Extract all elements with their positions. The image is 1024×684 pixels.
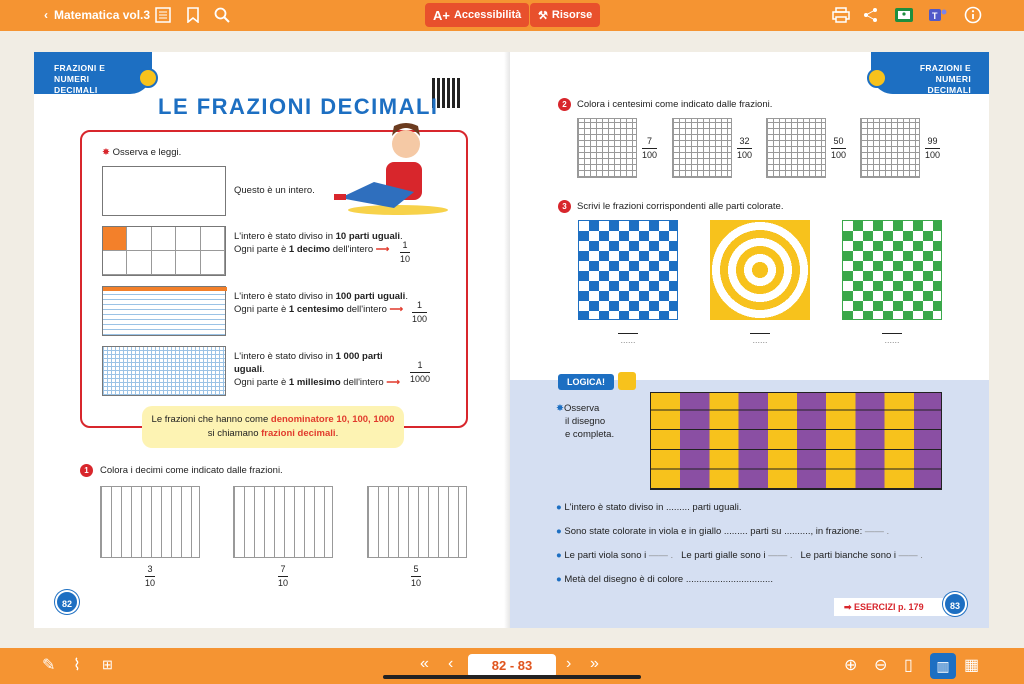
structure-icon[interactable]: ⊞ [102, 657, 113, 672]
chevron-left-icon: ‹ [44, 8, 48, 22]
attachment-icon[interactable]: ⌇ [73, 657, 81, 674]
hund-text-2a: Ogni parte è [234, 304, 289, 315]
star-icon: ✸ [556, 403, 564, 414]
tenths-text-1b: 10 parti uguali [335, 231, 401, 242]
hundredths-square-1[interactable] [577, 118, 637, 178]
exercise-3-text: Scrivi le frazioni corrispondenti alle parti colorate. [577, 201, 784, 212]
logica-bullet-1 [556, 501, 976, 514]
blue-pattern [578, 220, 678, 320]
tenths-strip-1[interactable] [100, 486, 200, 558]
rule-text-d: frazioni decimali [261, 428, 336, 439]
bullet-3b-text: Le parti gialle sono i [681, 550, 766, 561]
plus-badge-icon [867, 68, 887, 88]
tenths-fraction [400, 240, 410, 265]
fraction-numerator: 7 [647, 136, 653, 146]
ex2-fraction-2 [737, 136, 752, 161]
fraction-numerator: 99 [927, 136, 938, 146]
fraction-denominator: 100 [642, 150, 658, 160]
tenths-strip-3[interactable] [367, 486, 467, 558]
thou-text-2c: dell'intero [340, 377, 384, 388]
fraction-numerator: 5 [413, 564, 419, 574]
bullet-3c-text: Le parti bianche sono i [800, 550, 897, 561]
chapter-tag-text: FRAZIONI E NUMERI DECIMALI [919, 63, 971, 95]
rule-text-a: Le frazioni che hanno come [151, 414, 271, 425]
arrow-icon: ➡ [844, 602, 855, 612]
bullet-2-text: Sono state colorate in viola e in giallo ......... parti su .........., in frazione: [564, 526, 863, 537]
single-page-icon[interactable]: ▯ [904, 657, 913, 674]
page-indicator[interactable]: 82 - 83 [468, 654, 556, 678]
book-spread [34, 52, 989, 628]
tenths-caption [234, 230, 414, 256]
observe-instruction [102, 146, 181, 159]
next-page-icon[interactable]: › [566, 655, 572, 672]
logica-bullet-2: ● Sono state colorate in viola e in giallo ......... parti su .........., in frazione: —— . [556, 526, 890, 537]
whole-caption: Questo è un intero. [234, 185, 315, 196]
thousandths-caption [234, 350, 414, 389]
ex2-fraction-4 [925, 136, 940, 161]
bullet-3a-text: Le parti viola sono i [564, 550, 647, 561]
zoom-in-icon[interactable]: ⊕ [844, 657, 858, 674]
thou-text-2a: Ogni parte è [234, 377, 289, 388]
home-indicator [383, 675, 641, 679]
ex1-fraction-3 [411, 564, 421, 589]
thou-text-2b: 1 millesimo [288, 377, 341, 388]
bullet-1-text: L'intero è stato diviso in ......... parti uguali. [564, 502, 742, 513]
thousandths-grid [102, 346, 226, 396]
esercizi-link[interactable] [834, 598, 950, 616]
ex1-fraction-1 [145, 564, 155, 589]
green-pattern [842, 220, 942, 320]
fraction-numerator: 1 [417, 360, 423, 370]
ex1-fraction-2 [278, 564, 288, 589]
page-number-left: 82 [55, 590, 79, 614]
toc-icon[interactable] [154, 6, 172, 24]
thou-text-1c: . [261, 364, 265, 375]
answer-blank-2[interactable]: ...... [750, 332, 770, 346]
logica-instructions [556, 402, 636, 441]
hund-text-2b: 1 centesimo [288, 304, 344, 315]
star-icon: ✸ [102, 147, 113, 158]
hund-text-1a: L'intero è stato diviso in [234, 291, 336, 302]
answer-blank-3[interactable]: ...... [882, 332, 902, 346]
bullet-4-text: Metà del disegno è di colore ................................. [564, 574, 773, 585]
thou-text-1a: L'intero è stato diviso in [234, 351, 336, 362]
puzzle-icon [618, 372, 636, 390]
tenths-text-2c: dell'intero [330, 244, 374, 255]
fraction-denominator: 10 [400, 254, 411, 264]
tenths-strip-2[interactable] [233, 486, 333, 558]
fraction-denominator: 10 [145, 578, 156, 588]
logica-badge: LOGICA! [558, 374, 614, 390]
logica-instr-1: Osserva [563, 403, 600, 414]
lesson-box [80, 130, 468, 428]
exercise-number: 1 [80, 464, 93, 477]
whole-rectangle [102, 166, 226, 216]
fraction-numerator: 3 [147, 564, 153, 574]
resources-icon: ⚒ [538, 9, 548, 22]
top-toolbar [0, 0, 1024, 31]
hundredths-square-3[interactable] [766, 118, 826, 178]
hundredths-fraction [412, 300, 427, 325]
chapter-tag-right [871, 52, 989, 94]
hund-text-1c: . [405, 291, 408, 302]
resources-button[interactable] [530, 3, 600, 27]
logica-figure [650, 392, 942, 490]
accessibility-label: Accessibilità [453, 9, 522, 21]
fraction-denominator: 100 [831, 150, 847, 160]
hund-text-1b: 100 parti uguali [335, 291, 406, 302]
ex2-fraction-1 [642, 136, 657, 161]
fraction-denominator: 100 [925, 150, 941, 160]
logica-instr-2: il disegno [565, 416, 606, 427]
page-title: LE FRAZIONI DECIMALI [158, 94, 439, 119]
rule-text-c: si chiamano [207, 428, 262, 439]
first-page-icon[interactable]: « [420, 655, 429, 672]
exercise-1-text: Colora i decimi come indicato dalle frazioni. [100, 465, 283, 476]
fraction-numerator: 50 [833, 136, 844, 146]
left-page [34, 52, 510, 628]
logica-instr-3: e completa. [565, 429, 615, 440]
fraction-denominator: 1000 [410, 374, 431, 384]
tenths-text-2a: Ogni parte è [234, 244, 289, 255]
chapter-tag-left [34, 52, 152, 94]
svg-text:T: T [932, 11, 938, 21]
fraction-denominator: 10 [278, 578, 289, 588]
last-page-icon[interactable]: » [590, 655, 599, 672]
boy-illustration [334, 120, 454, 216]
bullet-icon: ● [556, 526, 565, 537]
bullet-icon: ● [556, 574, 565, 585]
logica-section [510, 377, 989, 628]
hund-text-2c: dell'intero [343, 304, 387, 315]
tenths-grid [102, 226, 226, 276]
zoom-out-icon[interactable]: ⊖ [874, 657, 888, 674]
tenths-text-1a: L'intero è stato diviso in [234, 231, 336, 242]
logica-bullet-3: ● Le parti viola sono i —— . Le parti gialle sono i —— . Le parti bianche sono i —— . [556, 550, 923, 561]
hundredths-square-4[interactable] [860, 118, 920, 178]
book-title: Matematica vol.3 [54, 8, 151, 22]
classroom-icon[interactable] [895, 6, 913, 24]
resources-label: Risorse [551, 9, 593, 21]
prev-page-icon[interactable]: ‹ [448, 655, 454, 672]
pencil-icon[interactable]: ✎ [42, 657, 56, 674]
logica-bullet-4 [556, 573, 976, 586]
exercise-number: 2 [558, 98, 571, 111]
bullet-icon: ● [556, 502, 565, 513]
back-button[interactable] [44, 8, 150, 22]
exercise-2-text: Colora i centesimi come indicato dalle frazioni. [577, 99, 773, 110]
ex2-fraction-3 [831, 136, 846, 161]
plus-badge-icon [138, 68, 158, 88]
fraction-numerator: 1 [417, 300, 423, 310]
esercizi-text: ESERCIZI p. 179 [854, 602, 924, 612]
answer-blank-1[interactable]: ...... [618, 332, 638, 346]
thousandths-fraction [410, 360, 430, 385]
tenths-text-2b: 1 decimo [288, 244, 331, 255]
exercise-number: 3 [558, 200, 571, 213]
thou-text-1b: 1 000 parti uguali [234, 351, 383, 375]
tenths-text-1c: . [400, 231, 403, 242]
double-page-icon[interactable]: ▥ [930, 653, 956, 679]
arrow-icon: ⟶ [386, 304, 404, 315]
fraction-numerator: 1 [402, 240, 408, 250]
teams-icon[interactable] [929, 6, 947, 24]
bookmark-icon[interactable] [184, 6, 202, 24]
fraction-denominator: 100 [737, 150, 753, 160]
rule-text-b: denominatore 10, 100, 1000 [270, 414, 395, 425]
share-icon[interactable] [862, 6, 880, 24]
rule-box: Le frazioni che hanno come denominatore 10, 100, 1000 si chiamano frazioni decimali. [142, 406, 404, 448]
search-icon[interactable] [213, 6, 231, 24]
observe-text: Osserva e leggi. [112, 147, 182, 158]
fraction-denominator: 100 [412, 314, 428, 324]
text-size-icon: A+ [433, 7, 450, 23]
fraction-numerator: 7 [280, 564, 286, 574]
bullet-icon: ● [556, 550, 565, 561]
accessibility-button[interactable] [425, 3, 529, 27]
bottom-toolbar [0, 648, 1024, 684]
fraction-denominator: 10 [411, 578, 422, 588]
arrow-icon: ⟶ [383, 377, 400, 388]
chapter-tag-text: FRAZIONI E NUMERI DECIMALI [54, 63, 106, 95]
info-icon[interactable] [964, 6, 982, 24]
print-icon[interactable] [832, 6, 850, 24]
page-number-right: 83 [943, 592, 967, 616]
arrow-icon: ⟶ [373, 244, 390, 255]
yellow-pattern [710, 220, 810, 320]
hundredths-caption [234, 290, 414, 316]
fraction-numerator: 32 [739, 136, 750, 146]
hundredths-grid [102, 286, 226, 336]
hundredths-square-2[interactable] [672, 118, 732, 178]
grid-view-icon[interactable]: ▦ [964, 657, 980, 674]
